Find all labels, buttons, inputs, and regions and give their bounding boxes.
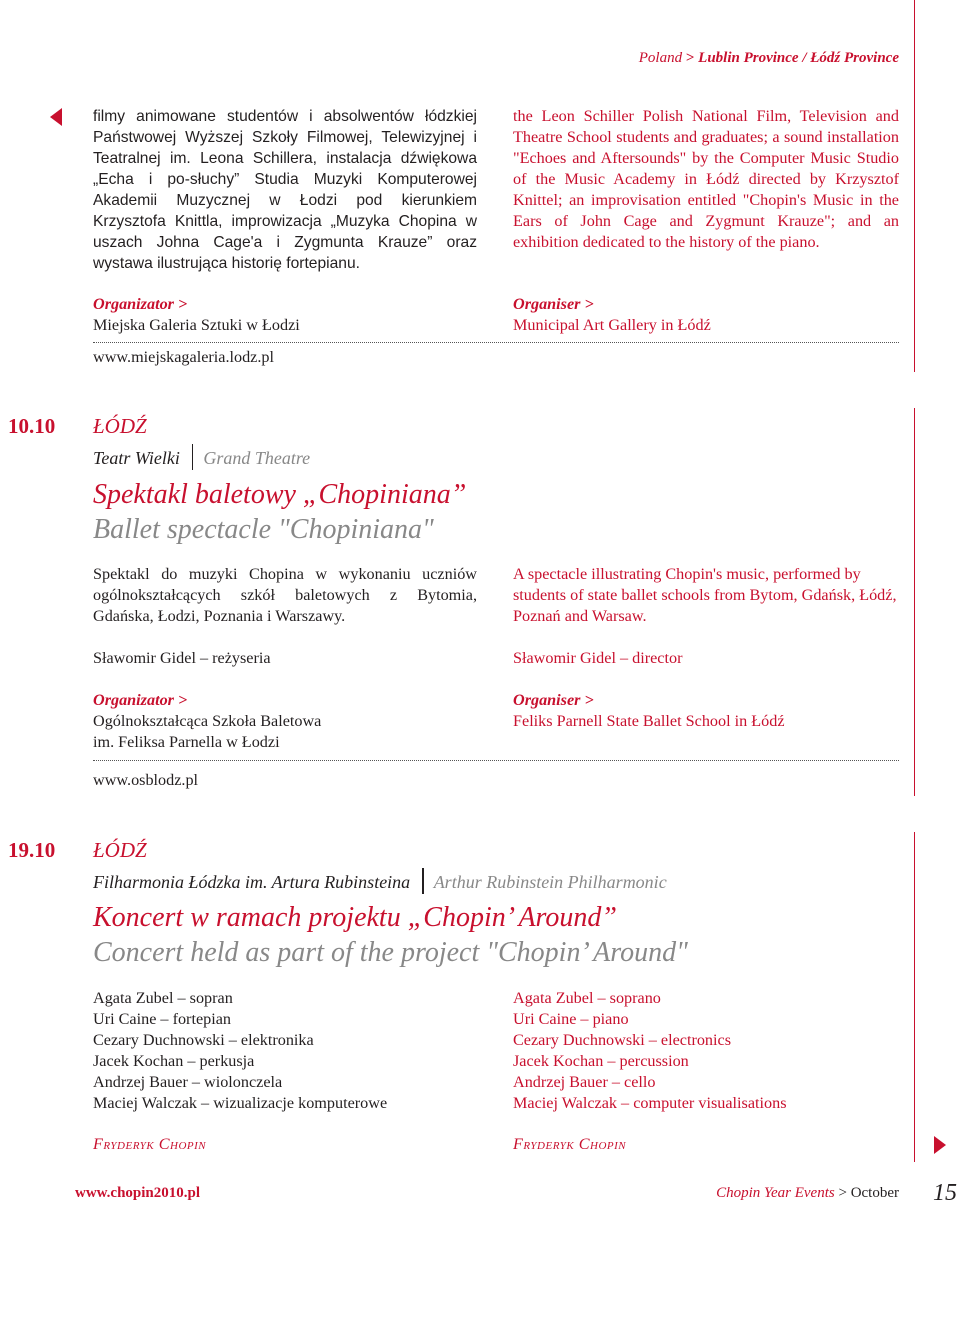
breadcrumb-provinces: Lublin Province / Łódź Province: [698, 50, 899, 66]
event1-date: 10.10: [8, 414, 56, 438]
event0-website-link[interactable]: www.miejskagaleria.lodz.pl: [93, 348, 275, 366]
event1-venue: [93, 444, 310, 470]
next-page-arrow-icon[interactable]: [934, 1136, 946, 1154]
event1-website-link[interactable]: www.osblodz.pl: [93, 771, 199, 789]
footer-section-separator: >: [838, 1185, 847, 1201]
event0-organiser-en: [513, 294, 899, 336]
performer-item: Andrzej Bauer – cello: [513, 1073, 656, 1091]
dotted-separator: [93, 342, 899, 343]
venue-polish: Teatr Wielki: [93, 448, 180, 468]
organiser-name: Feliks Parnell State Ballet School in Łódź: [513, 712, 785, 730]
event1-title-english: Ballet spectacle "Chopiniana": [93, 514, 434, 545]
performer-item: Andrzej Bauer – wiolonczela: [93, 1073, 283, 1091]
organiser-label: Organiser >: [513, 691, 594, 709]
venue-english: Arthur Rubinstein Philharmonic: [433, 872, 667, 892]
organizer-name-line1: Ogólnokształcąca Szkoła Baletowa: [93, 712, 322, 730]
event1-vertical-rule: [914, 408, 915, 796]
event2-title-english: Concert held as part of the project "Chopin’ Around": [93, 937, 688, 968]
event1-description-pl: Spektakl do muzyki Chopina w wykonaniu uczniów ogólnokształcących szkół baletowych z Bytomia, Gdańska, Łodzi, Poznania i Warszawy.: [93, 565, 477, 625]
venue-divider: [422, 868, 424, 894]
organizer-name: Miejska Galeria Sztuki w Łodzi: [93, 316, 300, 334]
breadcrumb-separator: >: [685, 50, 695, 66]
organizer-label: Organizator >: [93, 295, 188, 313]
event2-city: ŁÓDŹ: [93, 838, 147, 862]
event1-description-en: A spectacle illustrating Chopin's music, performed by students of state ballet schools from Bytom, Gdańsk, Łódź, Poznań and Warsaw.: [513, 565, 897, 625]
event1-organiser-en: [513, 690, 899, 732]
footer-section-month: October: [850, 1185, 899, 1201]
event1-organizer-pl: [93, 690, 477, 753]
venue-english: Grand Theatre: [203, 448, 311, 468]
event2-title-polish: Koncert w ramach projektu „Chopin’ Around”: [93, 902, 617, 933]
event2-composer-en: Fryderyk Chopin: [513, 1135, 627, 1153]
breadcrumb-country: Poland: [638, 50, 683, 66]
breadcrumb: [639, 50, 899, 67]
event1-director-en: Sławomir Gidel – director: [513, 649, 683, 667]
performer-item: Maciej Walczak – wizualizacje komputerowe: [93, 1094, 388, 1112]
event1-title-polish: Spektakl baletowy „Chopiniana”: [93, 479, 467, 510]
organiser-name: Municipal Art Gallery in Łódź: [513, 316, 711, 334]
organizer-label: Organizator >: [93, 691, 188, 709]
event2-composer-pl: Fryderyk Chopin: [93, 1135, 207, 1153]
event0-polish-text: filmy animowane studentów i absolwentów łódzkiej Państwowej Wyższej Szkoły Filmowej, Telewizyjnej i Teatralnej im. Leona Schillera, instalacja dźwiękowa „Echa i po-słuchy” Studia Muzyki Komputerowej Akademii Muzycznej w Łodzi pod kierunkiem Krzysztofa Knittla, improwizacja „Muzyka Chopina w uszach Johna Cage'a i Zygmunta Krauze” oraz wystawa ilustrująca historię fortepianu.: [93, 108, 477, 272]
event2-performers-pl: [93, 988, 477, 1114]
performer-item: Uri Caine – fortepian: [93, 1010, 231, 1028]
footer-website-link[interactable]: www.chopin2010.pl: [75, 1185, 201, 1201]
footer-section: [716, 1185, 899, 1202]
event1-city: ŁÓDŹ: [93, 414, 147, 438]
performer-item: Uri Caine – piano: [513, 1010, 629, 1028]
event2-vertical-rule: [914, 832, 915, 1162]
venue-polish: Filharmonia Łódzka im. Artura Rubinsteina: [93, 872, 411, 892]
performer-item: Cezary Duchnowski – elektronika: [93, 1031, 314, 1049]
event2-venue: [93, 868, 667, 894]
performer-item: Agata Zubel – soprano: [513, 989, 661, 1007]
event2-date: 19.10: [8, 838, 56, 862]
performer-item: Maciej Walczak – computer visualisations: [513, 1094, 787, 1112]
organizer-name-line2: im. Feliksa Parnella w Łodzi: [93, 733, 280, 751]
dotted-separator: [93, 760, 899, 761]
previous-page-arrow-icon[interactable]: [50, 108, 62, 126]
event0-organizer-pl: [93, 294, 477, 336]
event0-english-text: the Leon Schiller Polish National Film, Television and Theatre School students and graduates; a sound installation "Echoes and Aftersounds" by the Computer Music Studio of the Music Academy in Łódź directed by Krzysztof Knittel; an improvisation entitled "Chopin's Music in the Ears of John Cage and Zygmunt Krauze"; and an exhibition dedicated to the history of the piano.: [513, 107, 899, 251]
performer-item: Agata Zubel – sopran: [93, 989, 233, 1007]
performer-item: Cezary Duchnowski – electronics: [513, 1031, 732, 1049]
organiser-label: Organiser >: [513, 295, 594, 313]
footer-section-name: Chopin Year Events: [716, 1185, 835, 1201]
top-vertical-rule: [914, 0, 915, 372]
page-number: 15: [933, 1180, 957, 1206]
venue-divider: [192, 444, 194, 470]
event1-director-pl: Sławomir Gidel – reżyseria: [93, 649, 271, 667]
performer-item: Jacek Kochan – percussion: [513, 1052, 689, 1070]
event2-performers-en: [513, 988, 899, 1114]
performer-item: Jacek Kochan – perkusja: [93, 1052, 255, 1070]
